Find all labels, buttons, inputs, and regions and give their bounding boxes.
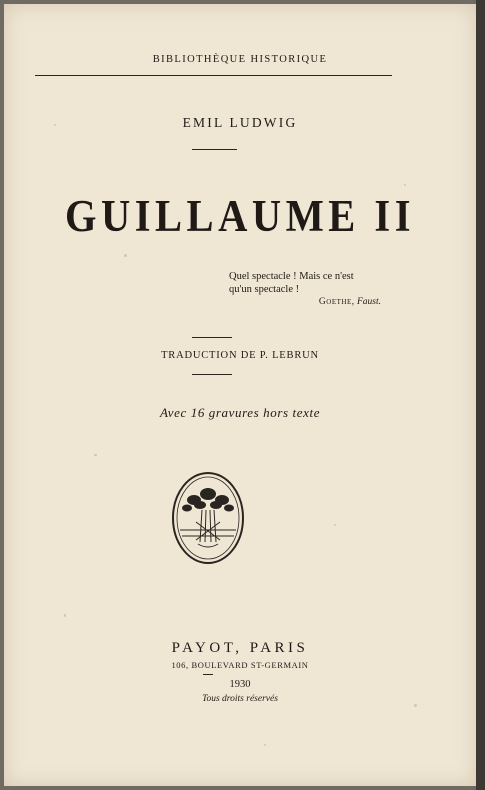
paper-foxing <box>94 454 97 456</box>
wheat-sheaf-emblem-icon <box>170 470 246 566</box>
paper-foxing <box>264 744 266 746</box>
divider-rule <box>192 149 237 150</box>
translator: TRADUCTION DE P. LEBRUN <box>161 350 319 361</box>
series-title: BIBLIOTHÈQUE HISTORIQUE <box>152 54 328 65</box>
paper-foxing <box>124 254 127 257</box>
paper-foxing <box>54 124 56 126</box>
epigraph-author: Goethe, <box>318 297 355 307</box>
publisher: PAYOT, PARIS <box>171 640 309 656</box>
paper-foxing <box>334 524 336 526</box>
divider-rule <box>203 674 213 675</box>
divider-rule <box>192 337 232 338</box>
epigraph-line-2: qu'un spectacle ! <box>229 284 300 295</box>
header-rule <box>35 75 392 76</box>
epigraph <box>229 270 389 309</box>
title-page <box>4 4 476 786</box>
rights-notice: Tous droits réservés <box>202 694 278 704</box>
epigraph-attribution <box>229 296 381 309</box>
paper-foxing <box>64 614 66 617</box>
illustrations-note: Avec 16 gravures hors texte <box>159 405 321 420</box>
divider-rule <box>192 374 232 375</box>
book-binding-edge <box>476 0 485 790</box>
paper-foxing <box>414 704 417 707</box>
epigraph-line-1: Quel spectacle ! Mais ce n'est <box>229 271 354 282</box>
publication-year: 1930 <box>229 679 251 690</box>
publisher-address: 106, BOULEVARD ST-GERMAIN <box>171 660 309 670</box>
epigraph-work: Faust. <box>356 297 381 307</box>
book-title: GUILLAUME II <box>65 191 415 241</box>
author-name: EMIL LUDWIG <box>182 115 298 130</box>
paper-foxing <box>404 184 406 186</box>
